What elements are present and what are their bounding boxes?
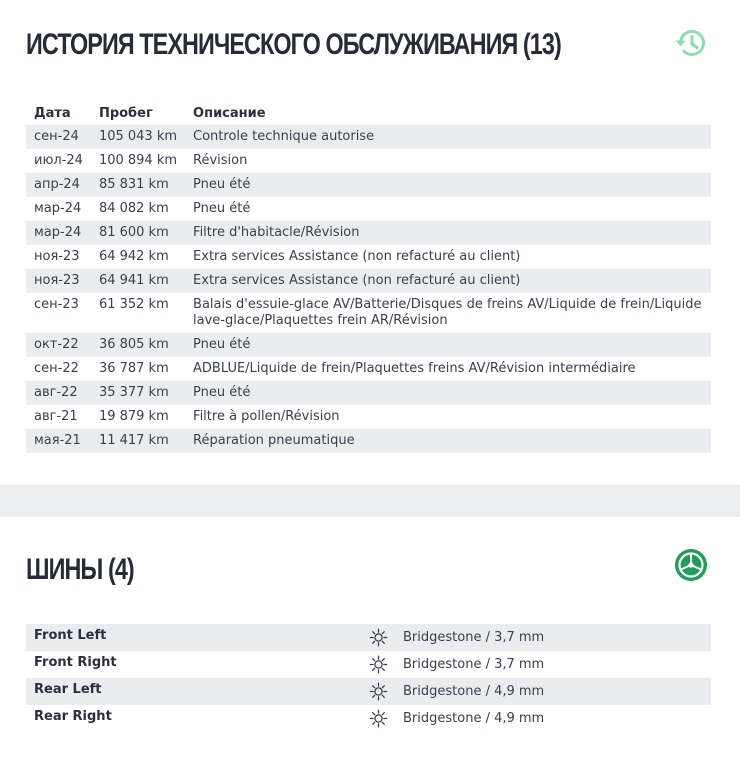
row-date: мар-24	[34, 225, 82, 240]
row-mileage: 36 805 km	[98, 337, 169, 352]
row-date: мар-24	[34, 201, 82, 216]
row-description: Filtre d'habitacle/Révision	[193, 225, 360, 240]
maintenance-history-table	[26, 101, 711, 453]
row-mileage: 64 942 km	[98, 249, 169, 264]
row-mileage: 64 941 km	[98, 273, 169, 288]
row-description: Réparation pneumatique	[193, 433, 355, 448]
row-date: июл-24	[34, 153, 83, 168]
tire-position: Front Left	[34, 628, 107, 643]
table-row	[26, 125, 711, 149]
table-row	[26, 245, 711, 269]
row-description: Révision	[193, 153, 248, 168]
row-description: Filtre à pollen/Révision	[193, 409, 340, 424]
table-row	[26, 221, 711, 245]
row-mileage: 100 894 km	[98, 153, 178, 168]
tire-row	[26, 651, 711, 678]
summer-sun-icon	[369, 655, 388, 674]
row-description: Balais d'essuie-glace AV/Batterie/Disques de freins AV/Liquide de frein/Liquide lave-glace/Plaquettes frein AR/Révision	[193, 297, 702, 328]
row-mileage: 105 043 km	[98, 129, 178, 144]
row-mileage: 85 831 km	[98, 177, 169, 192]
row-date: мая-21	[34, 433, 81, 448]
tire-position: Front Right	[34, 655, 117, 670]
row-mileage: 61 352 km	[98, 297, 169, 312]
table-row	[26, 197, 711, 221]
row-date: сен-23	[34, 297, 79, 312]
row-mileage: 11 417 km	[98, 433, 169, 448]
table-row	[26, 333, 711, 357]
tire-info: Bridgestone / 4,9 mm	[403, 684, 545, 699]
tire-info: Bridgestone / 3,7 mm	[403, 630, 545, 645]
table-row	[26, 269, 711, 293]
summer-sun-icon	[369, 709, 388, 728]
summer-sun-icon	[369, 682, 388, 701]
row-description: Controle technique autorise	[193, 129, 375, 144]
column-header-date: Дата	[34, 105, 71, 121]
row-description: Pneu été	[193, 201, 251, 216]
row-date: ноя-23	[34, 273, 80, 288]
tire-info: Bridgestone / 3,7 mm	[403, 657, 545, 672]
tire-position: Rear Left	[34, 682, 102, 697]
row-date: сен-22	[34, 361, 79, 376]
table-header-row	[26, 101, 711, 125]
row-description: ADBLUE/Liquide de frein/Plaquettes freins AV/Révision intermédiaire	[193, 361, 636, 376]
row-mileage: 81 600 km	[98, 225, 169, 240]
tire-row	[26, 624, 711, 651]
row-mileage: 36 787 km	[98, 361, 169, 376]
column-header-description: Описание	[193, 105, 266, 121]
row-description: Pneu été	[193, 385, 251, 400]
row-date: авг-22	[34, 385, 78, 400]
table-row	[26, 381, 711, 405]
table-row	[26, 357, 711, 381]
table-row	[26, 429, 711, 453]
tires-list	[26, 624, 711, 732]
table-row	[26, 149, 711, 173]
row-date: авг-21	[34, 409, 78, 424]
section-divider-band	[0, 485, 740, 517]
row-description: Extra services Assistance (non refacturé au client)	[193, 273, 521, 288]
row-date: ноя-23	[34, 249, 80, 264]
tire-row	[26, 678, 711, 705]
row-mileage: 84 082 km	[98, 201, 169, 216]
tire-position: Rear Right	[34, 709, 112, 724]
row-date: сен-24	[34, 129, 79, 144]
column-header-mileage: Пробег	[98, 105, 153, 121]
row-date: апр-24	[34, 177, 80, 192]
summer-sun-icon	[369, 628, 388, 647]
table-row	[26, 293, 711, 333]
row-date: окт-22	[34, 337, 79, 352]
row-description: Extra services Assistance (non refacturé au client)	[193, 249, 521, 264]
table-row	[26, 405, 711, 429]
tires-title: ШИНЫ (4)	[26, 553, 134, 586]
tire-info: Bridgestone / 4,9 mm	[403, 711, 545, 726]
row-mileage: 35 377 km	[98, 385, 169, 400]
history-icon	[674, 26, 708, 60]
maintenance-history-title: ИСТОРИЯ ТЕХНИЧЕСКОГО ОБСЛУЖИВАНИЯ (13)	[26, 28, 561, 61]
tire-icon	[674, 548, 708, 582]
row-mileage: 19 879 km	[98, 409, 169, 424]
tire-row	[26, 705, 711, 732]
row-description: Pneu été	[193, 337, 251, 352]
table-row	[26, 173, 711, 197]
row-description: Pneu été	[193, 177, 251, 192]
